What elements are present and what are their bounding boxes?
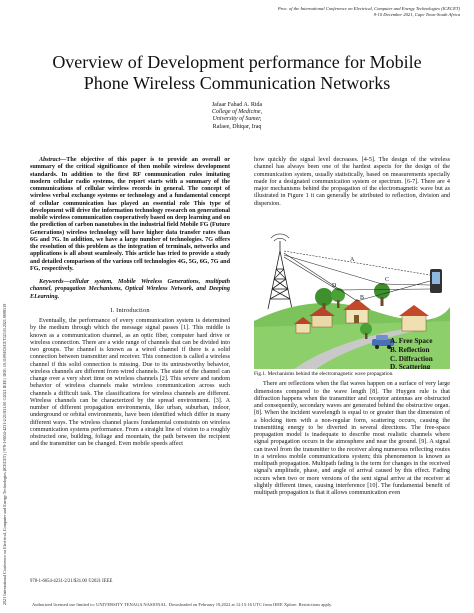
author-affiliation-3: Rafaee, Dhiqar, Iraq bbox=[212, 123, 262, 130]
mobile-phone-icon bbox=[430, 269, 442, 293]
section-heading-introduction: I. Introduction bbox=[110, 306, 150, 314]
side-doi-strip: 2021 International Conference on Electrical, Computer and Energy Technologies (ICECET) | 978-1-6654-4231-2/21/$31.00 ©2021 IEEE | DOI: 10.1109/ICECET52533.2021.9698519 bbox=[2, 303, 7, 605]
abstract-text: The objective of this paper is to provide an overall or summary of the critical significance of then mobile wireless development standards. In addition to the first RF communication rules imitating modern cellular radio systems, the report starts with a summary of the communications of cellular wireless records in general. The concept of wireless verbal exchange systems or technology and a fundamental concept of cellular communication has played an essential role This type of development will drive the information technology research on generational mobile wireless communication cooperatively based on deep learning and on the prediction of carbon nanotubes in the industrial field Mobile FG (Future Generations) wireless technology will have higher data transfer rates than 6G and 7G. In addition, we have a large number of technologies. 7G offers the resolution of this problem as the integration of terminals, networks and applications is all about seamlessly. This article has tried to provide a study and detailed comparison of the various cell technologies 4G, 5G, 6G, 7G and FG, respectively. bbox=[30, 157, 230, 272]
figure-propagation bbox=[254, 211, 450, 369]
ray-label-d: D bbox=[332, 282, 337, 289]
propagation-illustration bbox=[254, 211, 450, 369]
transmitter-tower-icon bbox=[268, 241, 292, 309]
title-line-1: Overview of Development performance for Mobile bbox=[52, 52, 422, 72]
propagation-rays bbox=[284, 251, 430, 301]
ray-label-c: C bbox=[385, 276, 390, 283]
abstract-lead: Abstract— bbox=[39, 157, 67, 163]
paper-title bbox=[24, 52, 450, 94]
footer-copyright: 978-1-6654-4231-2/21/$31.00 ©2021 IEEE bbox=[30, 579, 113, 584]
figure-legend bbox=[390, 337, 433, 369]
legend-diffraction: C. Diffraction bbox=[390, 354, 433, 363]
legend-reflection: B. Reflection bbox=[390, 345, 430, 354]
right-paragraph-2: There are reflections when the flat waves happen on a surface of very large dimensions compared to the wave length [8]. The Huygen rule is that diffraction happens when the transmitter and receptor antennas are obstructed and consequently, secondary waves are generated behind the obstructive organ. [8]. When the incident wavelength is equal to or greater than the dimension of a blocking item with a non-regular form, scattering occurs, causing the transmitting energy to be diverted in several directions. The free-space propagation model is inadequate to describe most realistic channels where signal propagation occurs in the atmosphere and near the ground. [9]. A signal can travel from the transmitter to the receiver along numerous reflecting routes in a wireless mobile communications system; this phenomenon is known as multipath propagation. Multipath fading is the term for changes in the received signal's amplitude, phase, and angle of arrival caused by this effect. Fading occurs when two or more versions of the sent signal arrive at the receiver at slightly different times, causing interference [10]. The fundamental benefit of multipath propagation is that it allows communication even bbox=[254, 381, 450, 496]
legend-scattering: D. Scattering bbox=[390, 362, 431, 369]
right-column bbox=[254, 157, 450, 497]
conference-header bbox=[160, 6, 460, 18]
radio-waves-icon bbox=[271, 234, 289, 241]
author-name: Jafaar Fahad A. Rida bbox=[211, 102, 263, 108]
abstract bbox=[30, 157, 230, 273]
keywords: Keywords—cellular system, Mobile Wireless Generations, multipath channel, propagation Mechanisms, Optical Wireless Network, and Deeping ELearning. bbox=[30, 279, 230, 300]
left-column bbox=[30, 157, 230, 449]
conference-line-2: 9-10 December 2021, Cape Town-South Africa bbox=[373, 12, 460, 17]
right-paragraph-1: how quickly the signal level decreases. [4-5]. The design of the wireless channel has always been one of the hardest aspects for the design of the communication system, usually statistically, based on measurements specially made for a designated communication system or spectrum. [6-7]. There are 4 major mechanisms behind the propagation of the electromagnetic wave but as illustrated in Figure 1 it can generally be attributed to reflection, division and dispersion. bbox=[254, 157, 450, 207]
conference-line-1: Proc. of the International Conference on Electrical, Computer and Energy Technologies (ICECET) bbox=[277, 6, 460, 11]
ray-label-a: A bbox=[350, 256, 355, 263]
author-block bbox=[150, 102, 324, 131]
footer-license: Authorized licensed use limited to: UNIVERSITY TENAGA NASIONAL. Downloaded on February 19,2022 at 12:15:16 UTC from IEEE Xplore. Restrictions apply. bbox=[32, 602, 333, 607]
title-line-2: Phone Wireless Communication Networks bbox=[83, 73, 391, 93]
author-affiliation-2: University of Sumer, bbox=[212, 116, 262, 123]
author-affiliation-1: College of Medicine, bbox=[211, 109, 263, 116]
ray-label-b: B bbox=[360, 294, 365, 301]
intro-paragraph: Eventually, the performance of every communication system is determined by the medium through which the message signal passes [1]. This middle is known as a communication channel, as an optic fiber, computer hard drive or wireless connection. There are a wide range of channels that can be divided into two groups. The channel is known as a wired channel if there is a solid connection between transmitter and receiver. This connection is called a wireless channel if this solid connection is missing. Due to its untrustworthy behavior, wireless channels are different from wired channels. The state of the channel can change over a very short time on wireless channels [2]. This severe and random behavior of wireless channels make wireless communication across such channels a difficult task. The classifications for wireless channels are different. Wireless channels can be characterized by the spread environment. [3]. A number of different propagation environments, like urban, suburban, indoor, underground or orbital environments, have been identified which differ in many different ways. The wireless channel places fundamental constraints on wireless communication systems performance. From a straight line of vision to a roughly obstructed one, building, foliage and mountain, the path between the recipient and the transmitter can be changed. Even mobile speeds affect bbox=[30, 318, 230, 448]
figure-caption: Fig.1. Mechanisms behind the electromagnetic wave propagation. bbox=[254, 370, 394, 377]
legend-free-space: A. Free Space bbox=[390, 336, 433, 345]
